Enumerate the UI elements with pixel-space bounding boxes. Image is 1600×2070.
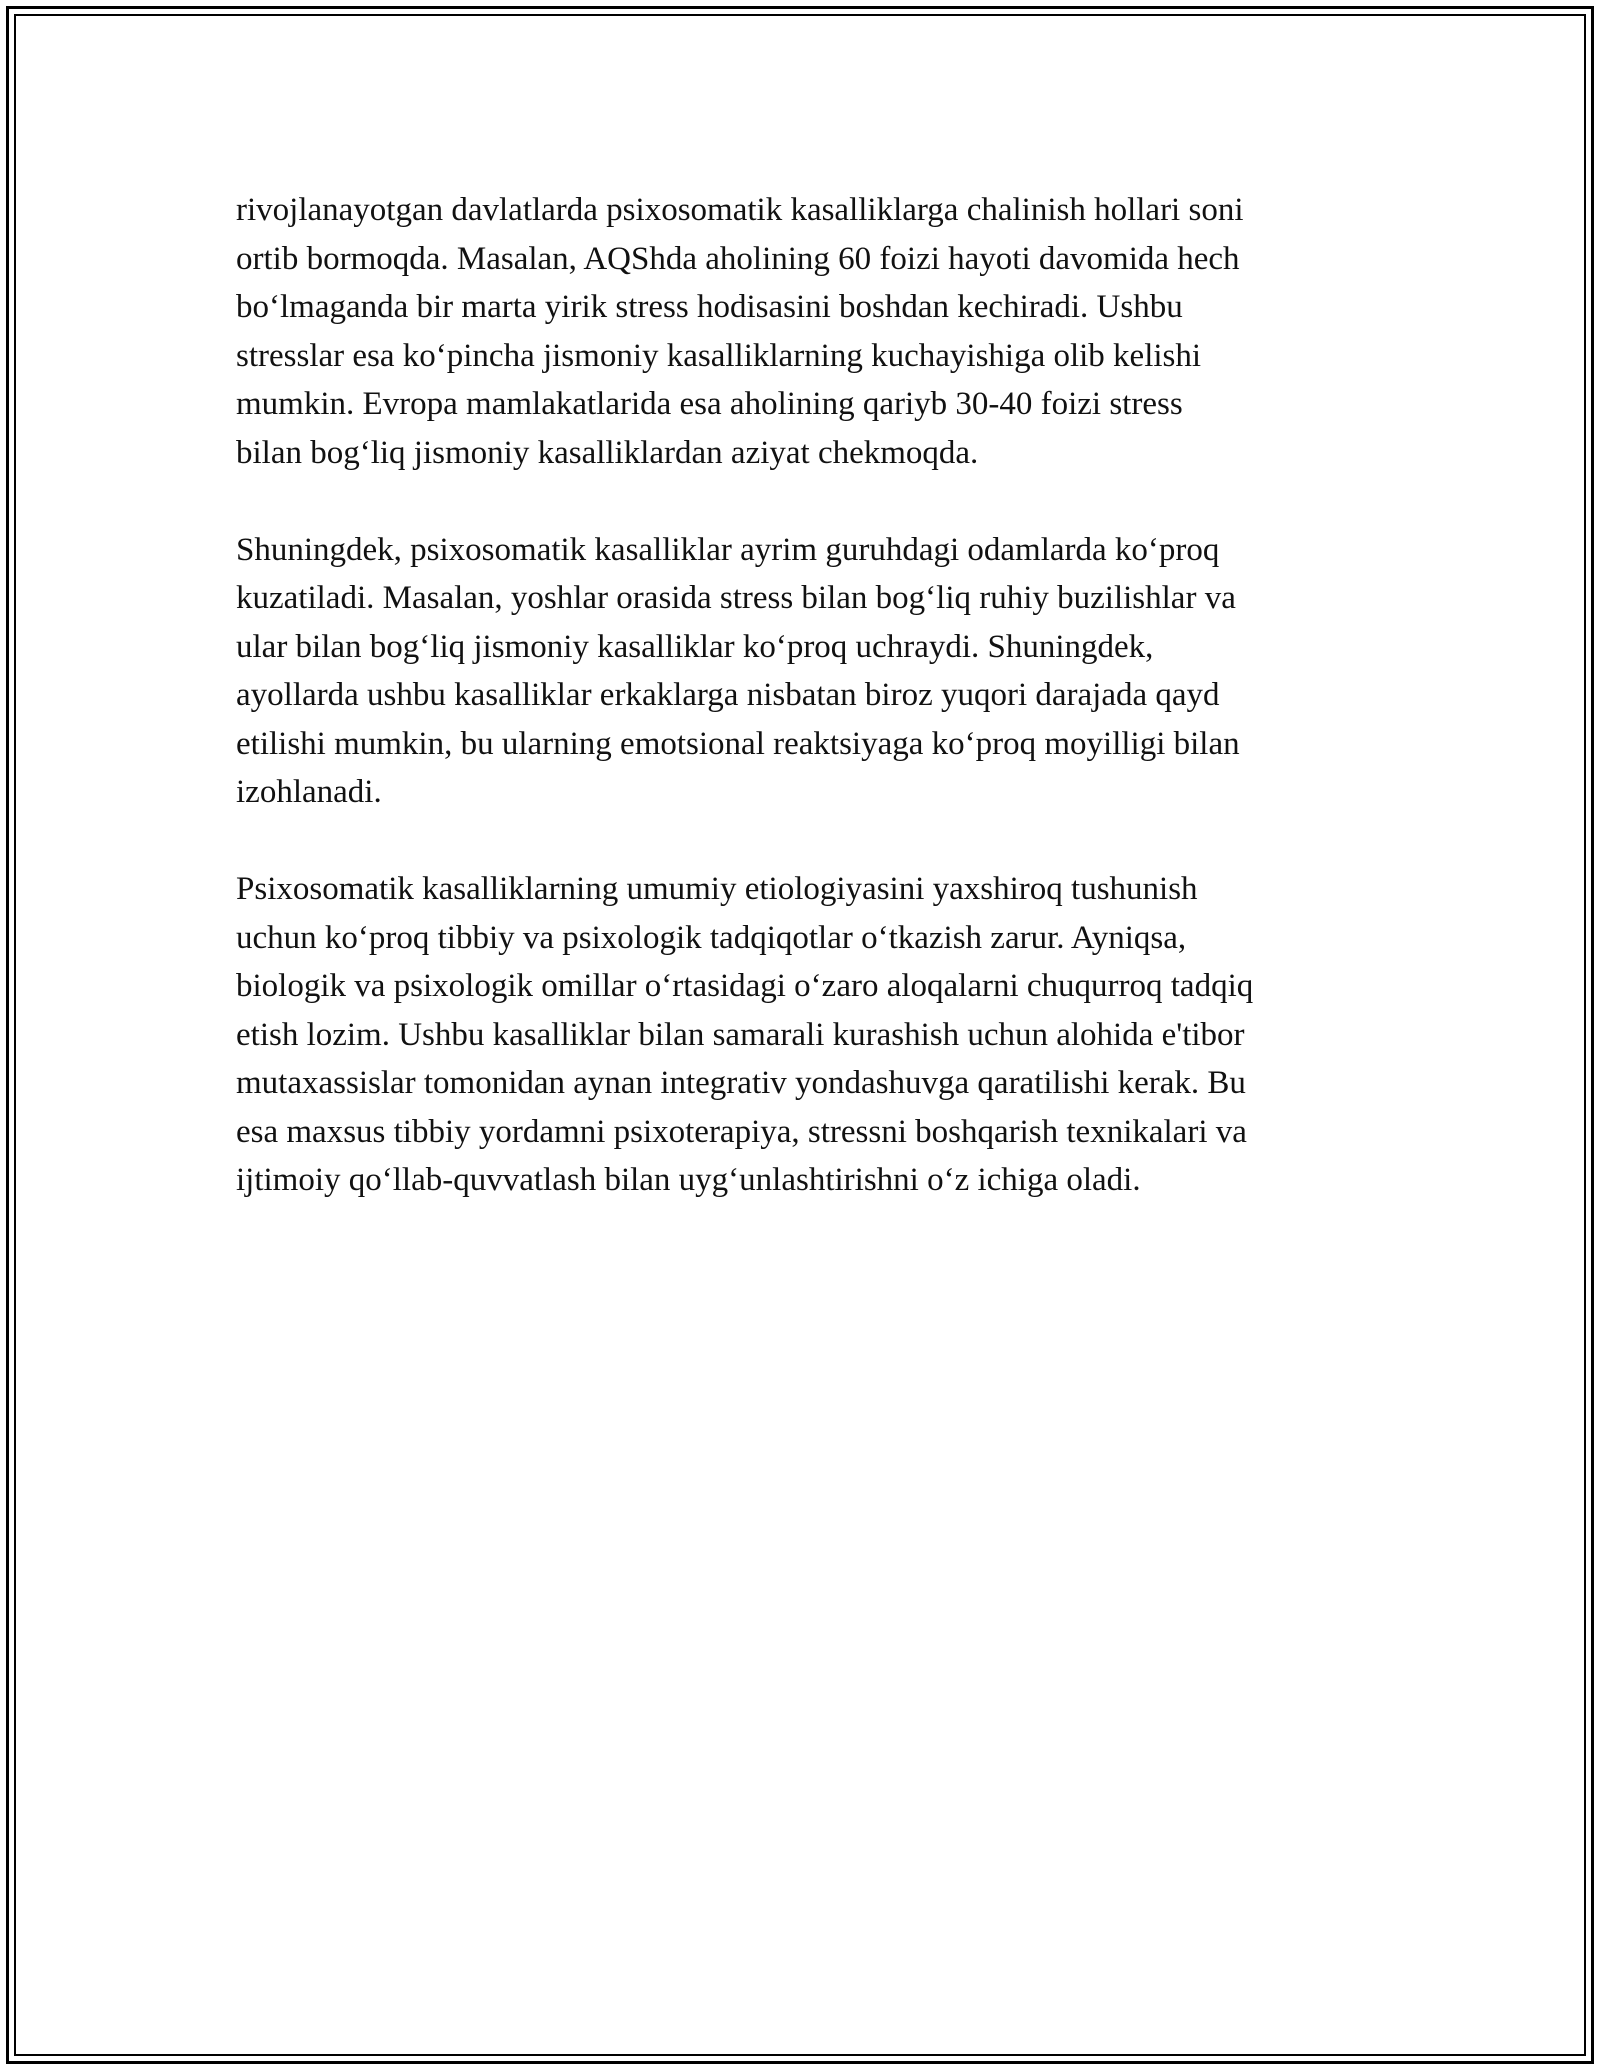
paragraph-line: stresslar esa ko‘pincha jismoniy kasalliklarning kuchayishiga olib kelishi [236,337,1202,374]
paragraph-line: bilan bog‘liq jismoniy kasalliklardan aziyat chekmoqda. [236,434,979,471]
paragraph-3 [236,865,1396,1205]
paragraph-line: Shuningdek, psixosomatik kasalliklar ayrim guruhdagi odamlarda ko‘proq [236,531,1220,568]
paragraph-line: ayollarda ushbu kasalliklar erkaklarga nisbatan biroz yuqori darajada qayd [236,677,1220,713]
paragraph-line: kuzatiladi. Masalan, yoshlar orasida stress bilan bog‘liq ruhiy buzilishlar va [236,580,1236,616]
document-body [236,186,1396,1253]
paragraph-line: rivojlanayotgan davlatlarda psixosomatik kasalliklarga chalinish hollari soni [236,192,1244,228]
paragraph-line: ortib bormoqda. Masalan, AQShda aholining 60 foizi hayoti davomida hech [236,240,1240,277]
paragraph-1 [236,186,1396,477]
paragraph-line: etish lozim. Ushbu kasalliklar bilan samarali kurashish uchun alohida e'tibor [236,1016,1245,1053]
paragraph-line: mumkin. Evropa mamlakatlarida esa aholining qariyb 30-40 foizi stress [236,386,1183,422]
paragraph-line: uchun ko‘proq tibbiy va psixologik tadqiqotlar o‘tkazish zarur. Ayniqsa, [236,919,1187,956]
paragraph-2 [236,526,1396,817]
paragraph-line: mutaxassislar tomonidan aynan integrativ yondashuvga qaratilishi kerak. Bu [236,1065,1246,1101]
paragraph-line: etilishi mumkin, bu ularning emotsional reaktsiyaga ko‘proq moyilligi bilan [236,725,1240,762]
paragraph-line: bo‘lmaganda bir marta yirik stress hodisasini boshdan kechiradi. Ushbu [236,289,1183,325]
paragraph-line: Psixosomatik kasalliklarning umumiy etiologiyasini yaxshiroq tushunish [236,871,1198,907]
paragraph-line: ular bilan bog‘liq jismoniy kasalliklar ko‘proq uchraydi. Shuningdek, [236,628,1154,665]
paragraph-line: esa maxsus tibbiy yordamni psixoterapiya, stressni boshqarish texnikalari va [236,1113,1247,1150]
paragraph-line: biologik va psixologik omillar o‘rtasidagi o‘zaro aloqalarni chuqurroq tadqiq [236,968,1254,1004]
paragraph-line: ijtimoiy qo‘llab-quvvatlash bilan uyg‘unlashtirishni o‘z ichiga oladi. [236,1162,1141,1198]
paragraph-line: izohlanadi. [236,774,382,810]
